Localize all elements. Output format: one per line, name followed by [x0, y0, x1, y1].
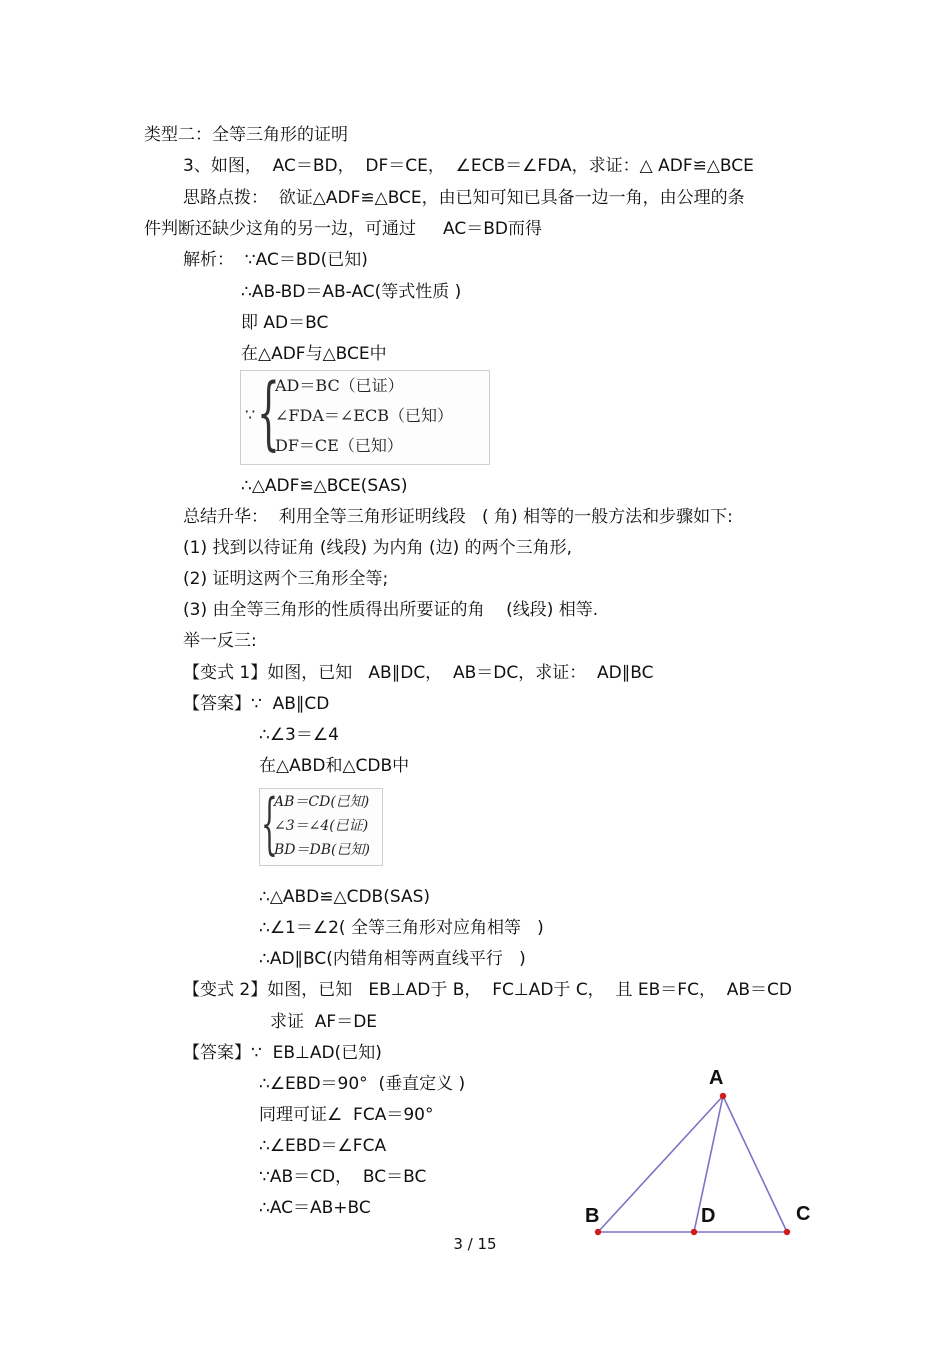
label-a: A — [709, 1067, 724, 1089]
proof-box-1 — [240, 366, 490, 465]
proof-item: ∠3＝∠4(已证) — [274, 818, 369, 834]
page-number: 3 / 15 — [453, 1235, 497, 1253]
line-hint-2: 件判断还缺少这角的另一边，可通过 AC＝BD而得 — [144, 219, 542, 239]
line-conclusion-1: ∴△ADF≌△BCE(SAS) — [241, 476, 408, 496]
line-answer-1: 【答案】∵ AB∥CD — [183, 694, 330, 714]
line-variant-1: 【变式 1】如图，已知 AB∥DC， AB＝DC，求证： AD∥BC — [183, 663, 654, 683]
label-d: D — [701, 1205, 716, 1227]
line-practice: 举一反三: — [183, 631, 257, 651]
label-b: B — [585, 1205, 600, 1227]
triangle-figure — [575, 1060, 825, 1245]
line-hint-1: 思路点拨： 欲证△ADF≌△BCE，由已知可知已具备一边一角，由公理的条 — [183, 188, 745, 208]
line-type-heading: 类型二：全等三角形的证明 — [144, 125, 348, 145]
line-summary: 总结升华： 利用全等三角形证明线段 ( 角) 相等的一般方法和步骤如下: — [183, 507, 733, 527]
line-answer-1-step-3: ∴△ABD≌△CDB(SAS) — [259, 887, 431, 907]
proof-item: BD＝DB(已知) — [274, 842, 370, 858]
segment-ac — [723, 1096, 787, 1232]
label-c: C — [796, 1203, 811, 1225]
because-symbol: ∵ — [245, 405, 256, 424]
line-answer-1-step-2: 在△ABD和△CDB中 — [259, 756, 410, 776]
line-answer-1-step-1: ∴∠3＝∠4 — [259, 725, 339, 745]
proof-item: ∠FDA＝∠ECB（已知） — [275, 406, 453, 425]
line-answer-2-step-1: ∴∠EBD＝90° (垂直定义 ) — [259, 1074, 466, 1094]
brace-symbol: { — [257, 366, 280, 459]
proof-item: AD＝BC（已证） — [275, 376, 404, 395]
line-variant-2-goal: 求证 AF＝DE — [270, 1012, 378, 1032]
line-answer-2-step-2: 同理可证∠ FCA＝90° — [259, 1105, 434, 1125]
line-answer-2: 【答案】∵ EB⊥AD(已知) — [183, 1043, 382, 1063]
line-solution-1: 解析： ∵AC＝BD(已知) — [183, 250, 368, 270]
line-answer-2-step-5: ∴AC＝AB+BC — [259, 1198, 371, 1218]
line-answer-2-step-4: ∵AB＝CD， BC＝BC — [259, 1167, 427, 1187]
line-answer-2-step-3: ∴∠EBD＝∠FCA — [259, 1136, 387, 1156]
line-step-2: (2) 证明这两个三角形全等; — [183, 569, 389, 589]
line-answer-1-step-5: ∴AD∥BC(内错角相等两直线平行 ) — [259, 949, 526, 969]
line-solution-2: ∴AB-BD＝AB-AC(等式性质 ) — [241, 282, 462, 302]
line-solution-3: 即 AD＝BC — [241, 313, 329, 333]
proof-item: DF＝CE（已知） — [275, 436, 403, 455]
line-variant-2: 【变式 2】如图，已知 EB⊥AD于 B， FC⊥AD于 C， 且 EB＝FC， AB＝CD — [183, 980, 793, 1000]
line-step-1: (1) 找到以待证角 (线段) 为内角 (边) 的两个三角形, — [183, 538, 573, 558]
line-problem-3: 3、如图， AC＝BD， DF＝CE， ∠ECB＝∠FDA，求证：△ ADF≌△BCE — [183, 156, 754, 176]
point-a — [720, 1093, 726, 1099]
line-step-3: (3) 由全等三角形的性质得出所要证的角 (线段) 相等. — [183, 600, 599, 620]
line-solution-4: 在△ADF与△BCE中 — [241, 344, 387, 364]
proof-item: AB＝CD(已知) — [274, 794, 370, 810]
line-answer-1-step-4: ∴∠1＝∠2( 全等三角形对应角相等 ) — [259, 918, 544, 938]
proof-box-2 — [259, 785, 383, 866]
brace-symbol: { — [261, 785, 278, 862]
